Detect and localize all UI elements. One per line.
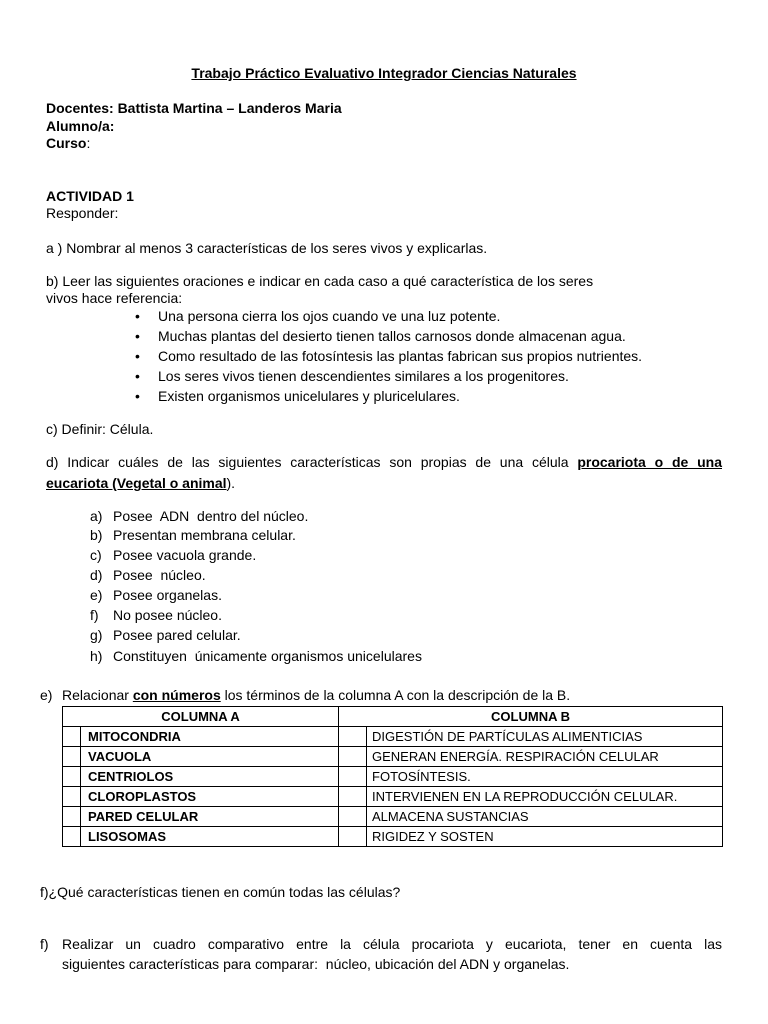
table-row — [63, 807, 723, 827]
number-cell-a — [63, 747, 81, 767]
bullet-marker — [135, 327, 158, 345]
description-cell: GENERAN ENERGÍA. RESPIRACIÓN CELULAR — [367, 747, 723, 767]
list-item-text: Posee organelas. — [113, 587, 222, 603]
table-row — [63, 767, 723, 787]
list-item-text: Constituyen únicamente organismos unicelulares — [113, 648, 422, 664]
term-cell: VACUOLA — [81, 747, 339, 767]
question-f-line1: Realizar un cuadro comparativo entre la célula procariota y eucariota, tener en cuenta las — [62, 936, 722, 952]
description-cell: RIGIDEZ Y SOSTEN — [367, 827, 723, 847]
bullet-item — [135, 367, 569, 385]
list-item-marker: e) — [90, 587, 103, 603]
number-cell-b — [339, 827, 367, 847]
question-e-marker: e) — [40, 687, 53, 703]
number-cell-a — [63, 767, 81, 787]
question-f-marker: f) — [40, 936, 49, 952]
question-e-emphasis: con números — [132, 687, 221, 703]
list-item-marker: a) — [90, 508, 103, 524]
number-cell-b — [339, 767, 367, 787]
list-item-text: Posee ADN dentro del núcleo. — [113, 508, 309, 524]
question-d-emphasis: procariota o de una — [577, 454, 722, 470]
number-cell-b — [339, 787, 367, 807]
term-cell: CLOROPLASTOS — [81, 787, 339, 807]
question-c: c) Definir: Célula. — [46, 421, 154, 437]
bullet-item — [135, 307, 500, 325]
bullet-marker — [135, 367, 158, 385]
number-cell-b — [339, 727, 367, 747]
list-item-marker: h) — [90, 648, 103, 664]
number-cell-a — [63, 827, 81, 847]
list-item-marker: c) — [90, 547, 102, 563]
question-d-emphasis: eucariota (Vegetal o animal — [46, 475, 227, 491]
bullet-text: Los seres vivos tienen descendientes similares a los progenitores. — [158, 368, 569, 384]
question-b-line1: b) Leer las siguientes oraciones e indicar en cada caso a qué característica de los seres — [46, 273, 594, 289]
activity-heading: ACTIVIDAD 1 — [46, 188, 134, 204]
number-cell-b — [339, 747, 367, 767]
curso-line — [46, 134, 90, 152]
term-cell: PARED CELULAR — [81, 807, 339, 827]
term-cell: CENTRIOLOS — [81, 767, 339, 787]
bullet-text: Una persona cierra los ojos cuando ve una luz potente. — [158, 308, 501, 324]
bullet-text: Muchas plantas del desierto tienen tallos carnosos donde almacenan agua. — [158, 328, 626, 344]
question-b-line2: vivos hace referencia: — [46, 290, 183, 306]
alumno-label: Alumno/a: — [46, 118, 115, 134]
description-cell: ALMACENA SUSTANCIAS — [367, 807, 723, 827]
list-item-marker: b) — [90, 527, 103, 543]
question-d-line2 — [46, 474, 235, 492]
list-item-marker: g) — [90, 627, 103, 643]
list-item-text: Presentan membrana celular. — [113, 527, 296, 543]
bullet-marker — [135, 387, 158, 405]
list-item-marker: d) — [90, 567, 103, 583]
bullet-item — [135, 347, 642, 365]
question-f-common: f)¿Qué características tienen en común todas las células? — [40, 884, 401, 900]
question-e-text — [62, 686, 570, 704]
table-row — [63, 727, 723, 747]
bullet-item — [135, 387, 460, 405]
question-e-post: los términos de la columna A con la descripción de la B. — [220, 687, 571, 703]
bullet-text: Como resultado de las fotosíntesis las plantas fabrican sus propios nutrientes. — [158, 348, 643, 364]
curso-colon: : — [86, 135, 91, 151]
bullet-marker — [135, 307, 158, 325]
bullet-item — [135, 327, 626, 345]
number-cell-a — [63, 727, 81, 747]
list-item-text: Posee núcleo. — [113, 567, 206, 583]
question-d-end: ). — [226, 475, 236, 491]
list-item-text: No posee núcleo. — [113, 607, 222, 623]
question-f-line2: siguientes características para comparar: núcleo, ubicación del ADN y organelas. — [62, 956, 570, 972]
description-cell: DIGESTIÓN DE PARTÍCULAS ALIMENTICIAS — [367, 727, 723, 747]
relation-table — [62, 706, 723, 847]
table-header-row — [63, 707, 723, 727]
question-d-line1 — [46, 453, 722, 471]
bullet-text: Existen organismos unicelulares y pluricelulares. — [158, 388, 460, 404]
column-b-header: COLUMNA B — [339, 707, 723, 727]
curso-label: Curso — [46, 135, 87, 151]
question-a: a ) Nombrar al menos 3 características de los seres vivos y explicarlas. — [46, 240, 488, 256]
column-a-header: COLUMNA A — [63, 707, 339, 727]
term-cell: LISOSOMAS — [81, 827, 339, 847]
docentes-line: Docentes: Battista Martina – Landeros Maria — [46, 100, 342, 116]
list-item-marker: f) — [90, 607, 99, 623]
list-item-text: Posee vacuola grande. — [113, 547, 257, 563]
document-title: Trabajo Práctico Evaluativo Integrador Ciencias Naturales — [191, 65, 577, 81]
question-e-pre: Relacionar — [62, 687, 133, 703]
description-cell: INTERVIENEN EN LA REPRODUCCIÓN CELULAR. — [367, 787, 723, 807]
table-row — [63, 787, 723, 807]
activity-instruction: Responder: — [46, 205, 119, 221]
list-item-text: Posee pared celular. — [113, 627, 241, 643]
number-cell-a — [63, 807, 81, 827]
description-cell: FOTOSÍNTESIS. — [367, 767, 723, 787]
term-cell: MITOCONDRIA — [81, 727, 339, 747]
table-row — [63, 827, 723, 847]
number-cell-b — [339, 807, 367, 827]
bullet-marker — [135, 347, 158, 365]
table-row — [63, 747, 723, 767]
question-d-text: d) Indicar cuáles de las siguientes características son propias de una célula — [46, 454, 578, 470]
number-cell-a — [63, 787, 81, 807]
